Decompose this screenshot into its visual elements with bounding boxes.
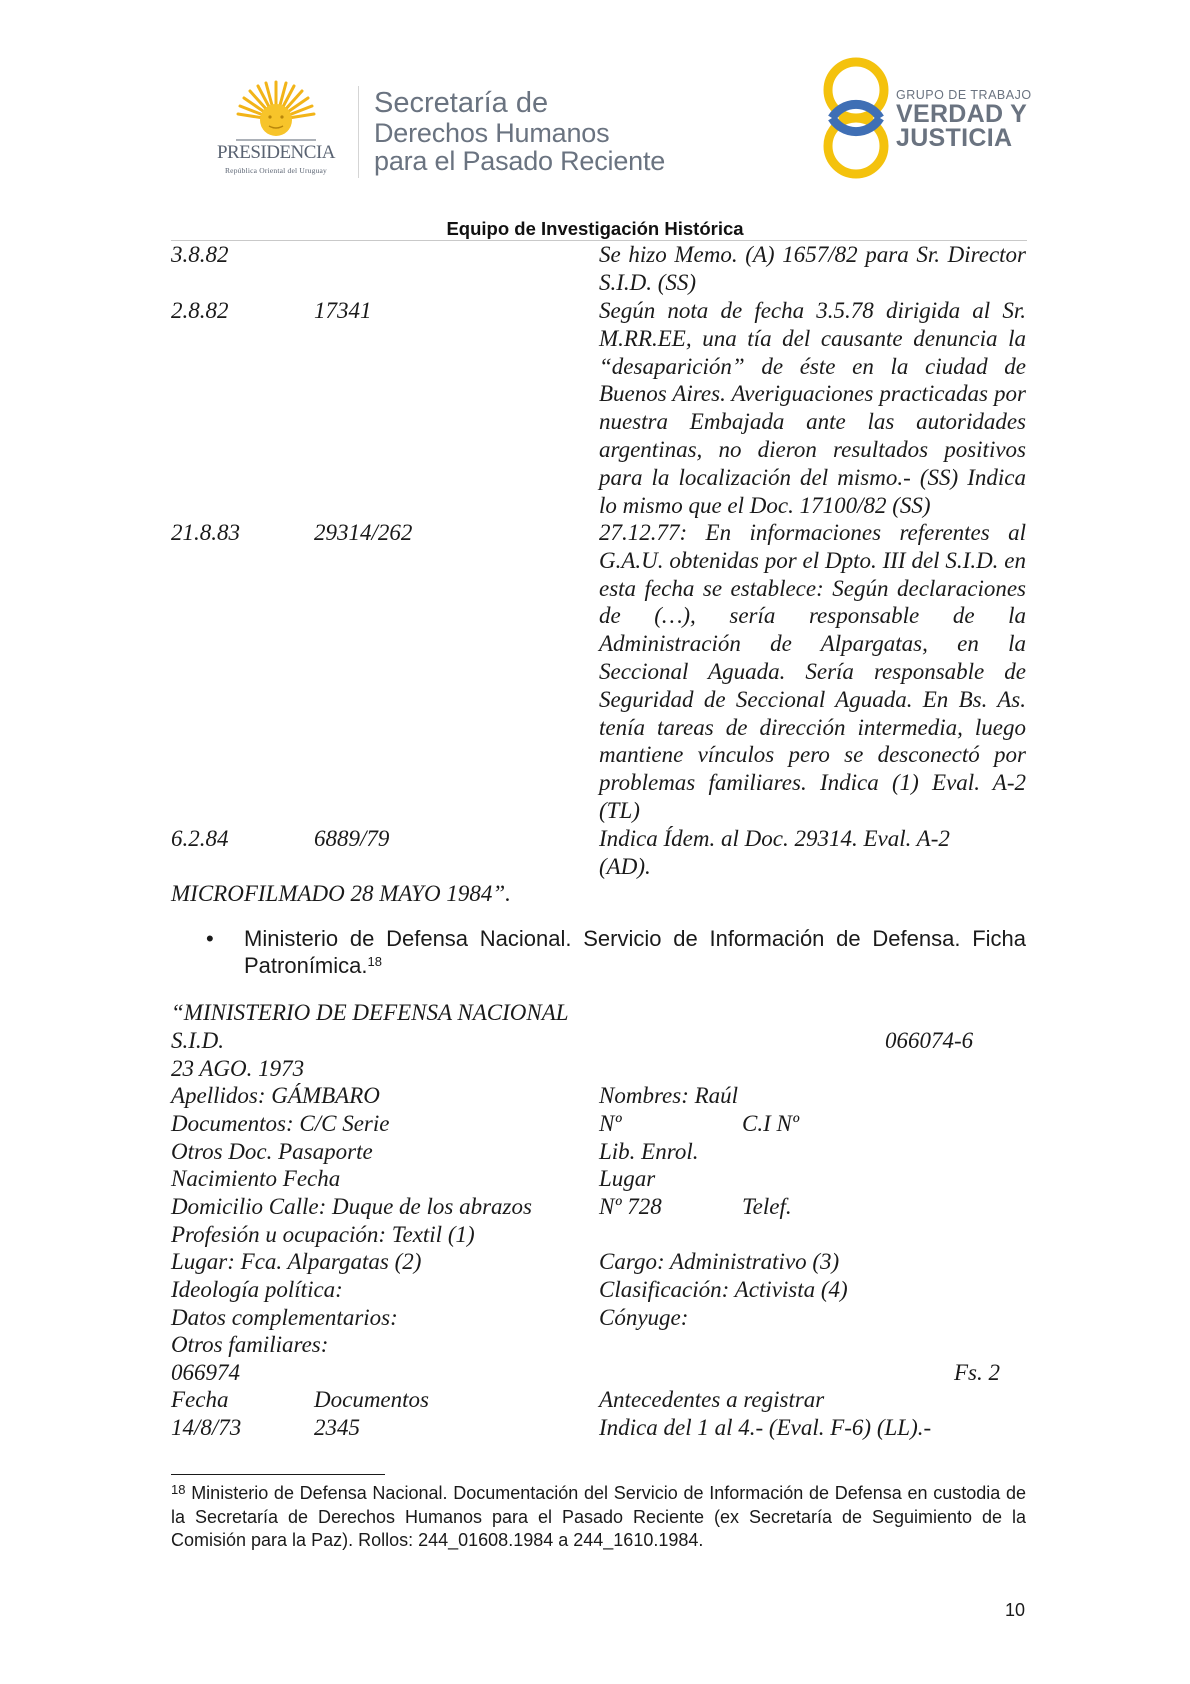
record-date: 6.2.84 [171,826,229,851]
sun-emblem-icon [236,80,316,142]
record-date: 3.8.82 [171,242,229,267]
presidencia-subtitle: República Oriental del Uruguay [224,166,327,175]
record-text: Se hizo Memo. (A) 1657/82 para Sr. Director S.I.D. (SS) [599,242,1026,295]
footnote-ref[interactable]: 18 [367,954,382,969]
bullet-dot-icon: • [206,926,214,951]
ficha-datos-complementarios: Datos complementarios: [171,1305,398,1330]
record-doc: 17341 [314,298,372,323]
secretaria-line2: Derechos Humanos [374,118,610,148]
ficha-nombres: Nombres: Raúl [599,1083,739,1108]
ficha-otros-doc: Otros Doc. Pasaporte [171,1139,373,1164]
bullet-text [244,925,1026,979]
secretaria-logo [374,88,665,175]
ficha-fs-number: 066974 [171,1360,240,1385]
record-doc: 29314/262 [314,520,413,545]
ficha-apellidos: Apellidos: GÁMBARO [171,1083,380,1108]
ficha-ideologia: Ideología política: [171,1277,343,1302]
secretaria-line3: para el Pasado Reciente [374,146,666,176]
page-number: 10 [1005,1600,1026,1620]
ficha-header: “MINISTERIO DE DEFENSA NACIONAL [171,1000,569,1025]
ficha-clasificacion: Clasificación: Activista (4) [599,1277,848,1302]
secretaria-line1: Secretaría de [374,87,549,119]
ficha-conyuge: Cónyuge: [599,1305,689,1330]
ficha-ci-label: C.I Nº [742,1111,799,1136]
gt-line2: VERDAD Y [896,100,1028,128]
record-doc: 6889/79 [314,826,390,851]
record-text: Indica Ídem. al Doc. 29314. Eval. A-2 (AD). [599,826,950,879]
ficha-sid: S.I.D. [171,1028,225,1053]
footnote-number: 18 [171,1482,186,1497]
ficha-fs: Fs. 2 [954,1360,1000,1385]
record-date: 2.8.82 [171,298,229,323]
bullet-label: Ministerio de Defensa Nacional. Servicio de Información de Defensa. Ficha Patronímica. [244,926,1026,978]
ficha-telef: Telef. [742,1194,792,1219]
ficha-profesion: Profesión u ocupación: Textil (1) [171,1222,475,1247]
ficha-cargo: Cargo: Administrativo (3) [599,1249,840,1274]
ficha-nacimiento: Nacimiento Fecha [171,1166,341,1191]
ficha-domicilio: Domicilio Calle: Duque de los abrazos [171,1194,532,1219]
ficha-row-doc: 2345 [314,1415,360,1440]
ficha-col-antecedentes: Antecedentes a registrar [599,1387,825,1412]
record-date: 21.8.83 [171,520,240,545]
ficha-lib-enrol: Lib. Enrol. [599,1139,699,1164]
ficha-number: 066074-6 [885,1028,974,1053]
verdad-justicia-rings-icon [822,56,890,180]
ficha-lugar-trabajo: Lugar: Fca. Alpargatas (2) [171,1249,422,1274]
ficha-col-documentos: Documentos [314,1387,429,1412]
footnote [171,1482,1026,1553]
header-divider [358,86,359,178]
footnote-rule [171,1474,385,1475]
ficha-row-text: Indica del 1 al 4.- (Eval. F-6) (LL).- [599,1415,932,1440]
record-text: 27.12.77: En informaciones referentes al G.A.U. obtenidas por el Dpto. III del S.I.D. en esta fecha se establece: Según declaraciones de (…), sería responsable de la Administración de Alpargatas, en la Seccional Aguada. Sería responsable de Seguridad de Seccional Aguada. En Bs. As. tenía tareas de dirección intermedia, luego mantiene vínculos pero se desconectó por problemas familiares. Indica (1) Eval. A-2 (TL) [599,520,1026,823]
ficha-row-fecha: 14/8/73 [171,1415,242,1440]
equipo-title: Equipo de Investigación Histórica [446,218,744,239]
microfilmado-note: MICROFILMADO 28 MAYO 1984”. [171,881,511,906]
verdad-justicia-logo [896,88,1032,150]
footnote-text: Ministerio de Defensa Nacional. Documentación del Servicio de Información de Defensa en custodia de la Secretaría de Derechos Humanos para el Pasado Reciente (ex Secretaría de Seguimiento de la Comisión para la Paz). Rollos: 244_01608.1984 a 244_1610.1984. [171,1483,1026,1550]
ficha-otros-familiares: Otros familiares: [171,1332,329,1357]
ficha-lugar: Lugar [599,1166,656,1191]
ficha-n-label: Nº [599,1111,622,1136]
ficha-domicilio-n: Nº 728 [599,1194,662,1219]
ficha-col-fecha: Fecha [171,1387,229,1412]
ficha-date: 23 AGO. 1973 [171,1056,305,1081]
ficha-documentos: Documentos: C/C Serie [171,1111,390,1136]
presidencia-name: PRESIDENCIA [216,142,335,163]
gt-line3: JUSTICIA [896,124,1013,152]
presidencia-logo [196,80,356,180]
gt-line1: GRUPO DE TRABAJO [896,88,1032,102]
record-text: Según nota de fecha 3.5.78 dirigida al Sr. M.RR.EE, una tía del causante denuncia la “desaparición” de éste en la ciudad de Buenos Aires. Averiguaciones practicadas por nuestra Embajada ante las autoridades argentinas, no dieron resultados positivos para la localización del mismo.- (SS) Indica lo mismo que el Doc. 17100/82 (SS) [599,298,1026,518]
